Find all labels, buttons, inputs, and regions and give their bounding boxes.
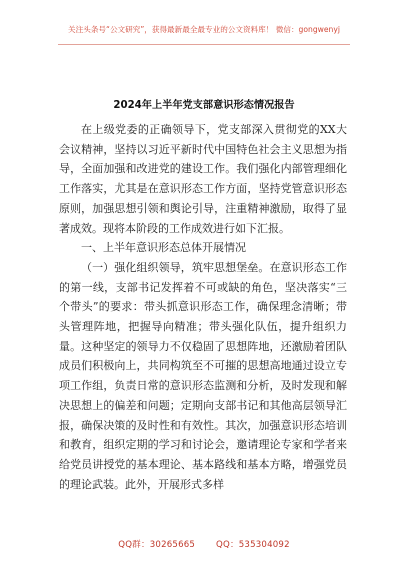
section-heading-one: 一、上半年意识形态总体开展情况 [81,241,246,255]
footer-qq-number: QQ：535304092 [216,540,290,550]
intro-paragraph: 在上级党委的正确领导下，党支部深入贯彻党的XX大会议精神，坚持以习近平新时代中国特色社会主义思想为指导，全面加强和改进党的建设工作。我们强化内部管理细化工作落实，尤其是在意识形态工作方面，坚持党管意识形态原则，加强思想引领和舆论引导，注重精神激励，取得了显著成效。现将本阶段的工作成效进行如下汇报。 [59,123,347,235]
document-title: 2024年上半年党支部意识形态情况报告 [113,100,295,111]
footer-contact [0,538,408,550]
document-body [59,120,347,494]
header-promo-note: 关注头条号“公文研究”，获得最新最全最专业的公文资料库！ 微信：gongwenyj [68,25,340,34]
subsection-paragraph-one: （一）强化组织领导，筑牢思想堡垒。在意识形态工作的第一线，支部书记发挥着不可或缺的角色，坚决落实“三个带头”的要求：带头抓意识形态工作，确保理念清晰；带头管理阵地，把握导向精准；带头强化队伍，提升组织力量。这种坚定的领导力不仅稳固了思想阵地，还激励着团队成员们积极向上，共同构筑至不可摧的思想高地通过设立专项工作组，负责日常的意识形态监测和分析，及时发现和解决思想上的偏差和问题；定期向支部书记和其他高层领导汇报，确保决策的及时性和有效性。其次，加强意识形态培训和教育，组织定期的学习和讨论会，邀请理论专家和学者来给党员讲授党的基本理论、基本路线和基本方略，增强党员的理论武装。此外，开展形式多样 [59,260,347,491]
footer-qq-group: QQ群：30265665 [118,540,196,550]
header-divider [58,44,350,45]
